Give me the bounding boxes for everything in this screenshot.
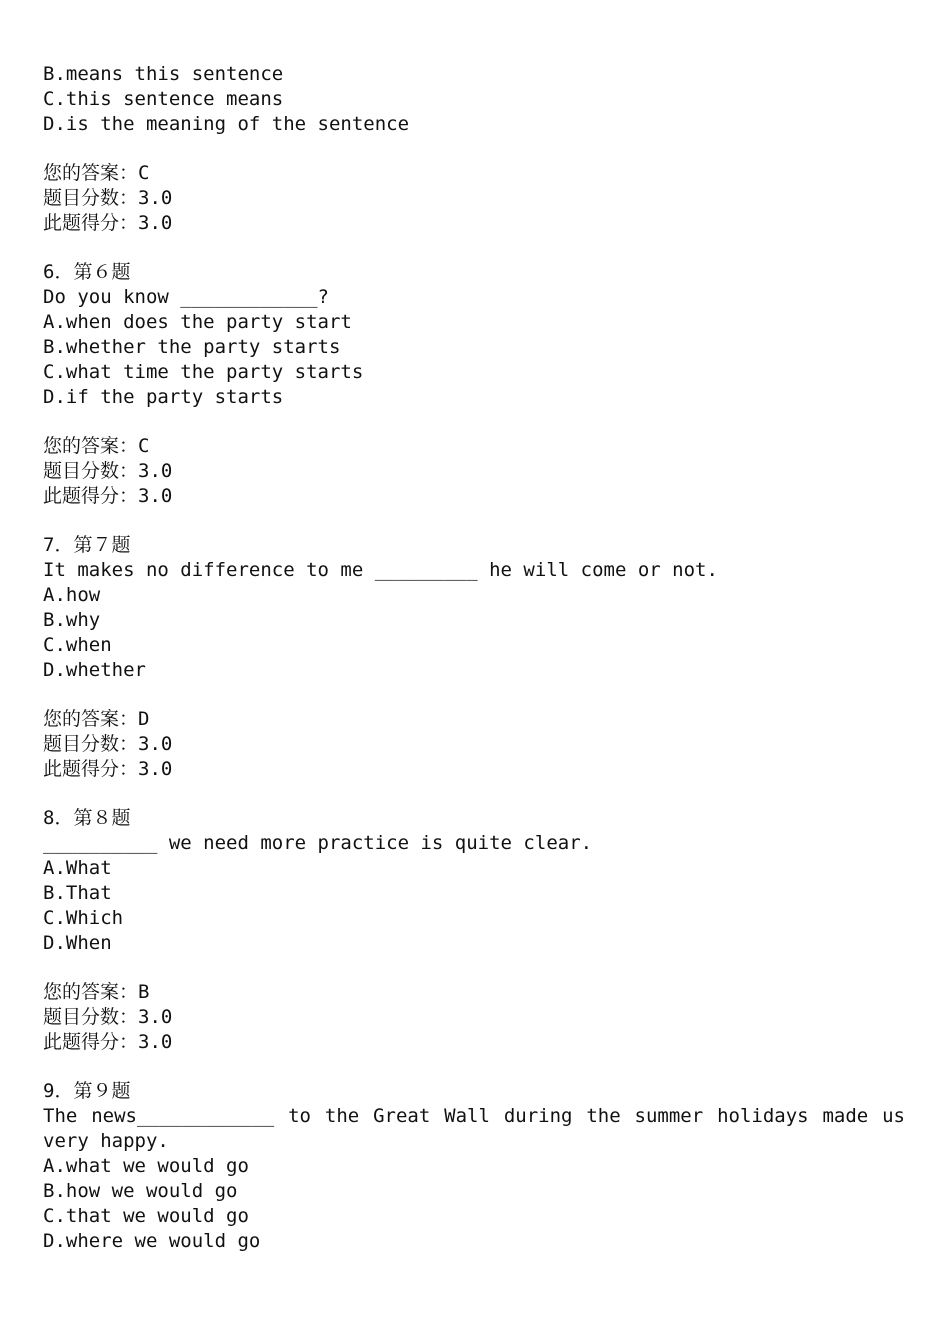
your-answer: 您的答案：B	[43, 981, 150, 1003]
option-a: A.what we would go	[43, 1155, 249, 1177]
option-d: D.if the party starts	[43, 386, 284, 408]
exam-page	[43, 62, 905, 1254]
option-b: B.means this sentence	[43, 63, 284, 85]
question-score: 题目分数：3.0	[43, 733, 173, 755]
question-score: 题目分数：3.0	[43, 460, 173, 482]
earned-score: 此题得分：3.0	[43, 485, 173, 507]
question-heading: 9．第９题	[43, 1080, 131, 1102]
your-answer: 您的答案：C	[43, 435, 150, 457]
question-score: 题目分数：3.0	[43, 1006, 173, 1028]
option-b: B.why	[43, 609, 101, 631]
option-d: D.When	[43, 932, 112, 954]
option-c: C.what time the party starts	[43, 361, 364, 383]
option-b: B.That	[43, 882, 112, 904]
option-d: D.is the meaning of the sentence	[43, 113, 410, 135]
option-b: B.whether the party starts	[43, 336, 341, 358]
option-c: C.Which	[43, 907, 124, 929]
spacer	[43, 683, 905, 707]
question-text-line-2: very happy.	[43, 1130, 169, 1152]
earned-score: 此题得分：3.0	[43, 758, 173, 780]
your-answer: 您的答案：D	[43, 708, 150, 730]
question-heading: 8．第８题	[43, 807, 131, 829]
spacer	[43, 509, 905, 533]
option-a: A.What	[43, 857, 112, 879]
spacer	[43, 782, 905, 806]
earned-score: 此题得分：3.0	[43, 1031, 173, 1053]
earned-score: 此题得分：3.0	[43, 212, 173, 234]
option-d: D.where we would go	[43, 1230, 261, 1252]
spacer	[43, 410, 905, 434]
spacer	[43, 1055, 905, 1079]
question-text: It makes no difference to me _________ he will come or not.	[43, 559, 718, 581]
question-heading: 7．第７题	[43, 534, 131, 556]
question-text: Do you know ____________?	[43, 286, 329, 308]
spacer	[43, 956, 905, 980]
question-text-line-1: The news____________ to the Great Wall during the summer holidays made us	[43, 1105, 905, 1127]
option-a: A.when does the party start	[43, 311, 352, 333]
question-score: 题目分数：3.0	[43, 187, 173, 209]
option-c: C.that we would go	[43, 1205, 249, 1227]
question-heading: 6．第６题	[43, 261, 131, 283]
option-a: A.how	[43, 584, 101, 606]
option-d: D.whether	[43, 659, 146, 681]
option-c: C.this sentence means	[43, 88, 284, 110]
spacer	[43, 236, 905, 260]
option-c: C.when	[43, 634, 112, 656]
spacer	[43, 137, 905, 161]
question-text: __________ we need more practice is quite clear.	[43, 832, 593, 854]
your-answer: 您的答案：C	[43, 162, 150, 184]
option-b: B.how we would go	[43, 1180, 238, 1202]
